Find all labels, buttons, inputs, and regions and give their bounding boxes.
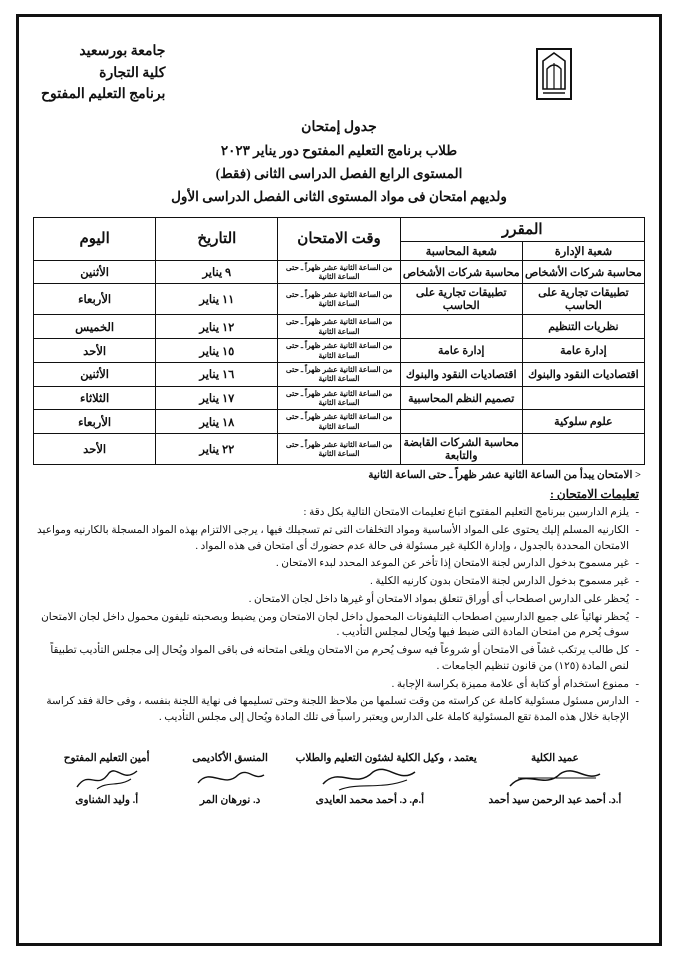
approval-label: يعتمد ، bbox=[447, 752, 477, 764]
instructions-title: تعليمات الامتحان : bbox=[549, 487, 639, 502]
instruction-item: - يلزم الدارسين ببرنامج التعليم المفتوح اتباع تعليمات الامتحان التالية بكل دقة : bbox=[33, 505, 639, 521]
cell-date: ١٥ يناير bbox=[156, 339, 278, 363]
cell-day: الأثنين bbox=[34, 260, 156, 284]
table-row bbox=[34, 434, 645, 465]
cell-accounting-course bbox=[400, 315, 522, 339]
document-header bbox=[33, 27, 645, 108]
institution-block bbox=[41, 41, 165, 106]
signature-name: أ.د. أحمد عبد الرحمن سيد أحمد bbox=[488, 794, 622, 806]
program-name: برنامج التعليم المفتوح bbox=[41, 87, 166, 103]
header-date: التاريخ bbox=[156, 217, 278, 260]
header-management-division: شعبة الإدارة bbox=[522, 241, 644, 260]
signature-name: أ. وليد الشناوى bbox=[75, 794, 139, 806]
cell-exam-time: من الساعة الثانية عشر ظهراً ـ حتى الساعة الثانية bbox=[278, 315, 400, 339]
table-head bbox=[34, 217, 645, 260]
header-exam-time: وقت الامتحان bbox=[278, 217, 400, 260]
cell-exam-time: من الساعة الثانية عشر ظهراً ـ حتى الساعة الثانية bbox=[278, 260, 400, 284]
table-row bbox=[34, 260, 645, 284]
signature-scrawl-icon bbox=[168, 764, 291, 794]
instruction-item: - ممنوع استخدام أو كتابة أى علامة مميزة بكراسة الإجابة . bbox=[33, 677, 639, 693]
table-row bbox=[34, 339, 645, 363]
cell-day: الأربعاء bbox=[34, 410, 156, 434]
cell-date: ١٧ يناير bbox=[156, 386, 278, 410]
instruction-item: - يُحظر نهائياً على جميع الدارسين اصطحاب التليفونات المحمول داخل لجان الامتحان ومن يضبط وبصحبته تليفون محمول داخل لجان الامتحان سوف يُحرم من امتحان المادة التى ضبط فيها ويُحال لمجلس التأديب . bbox=[33, 610, 639, 642]
cell-date: ١٢ يناير bbox=[156, 315, 278, 339]
table-body bbox=[34, 260, 645, 465]
university-crest-icon bbox=[531, 43, 577, 105]
signature-scrawl-icon bbox=[45, 764, 168, 794]
signature-dean bbox=[477, 752, 633, 806]
cell-management-course bbox=[522, 386, 644, 410]
cell-accounting-course: محاسبة الشركات القابضة والتابعة bbox=[400, 434, 522, 465]
cell-accounting-course: محاسبة شركات الأشخاص bbox=[400, 260, 522, 284]
signature-role: المنسق الأكاديمى bbox=[192, 752, 268, 764]
cell-accounting-course: اقتصاديات النقود والبنوك bbox=[400, 362, 522, 386]
cell-accounting-course: تصميم النظم المحاسبية bbox=[400, 386, 522, 410]
instruction-item: - يُحظر على الدارس اصطحاب أى أوراق تتعلق بمواد الامتحان أو غيرها داخل لجان الامتحان . bbox=[33, 592, 639, 608]
table-row bbox=[34, 386, 645, 410]
instruction-item: - الكارنيه المسلم إليك يحتوى على المواد الأساسية ومواد التخلفات التى تم تسجيلك فيها ، يرجى الالتزام بهذه المواد المسجلة بالكارنيه ومواعيد الامتحان المحددة بالجدول ، وإدارة الكلية غير مسئولة فى حالة عدم حضورك أى امتحان فى هذه المواد . bbox=[33, 523, 639, 555]
title-line-1: جدول إمتحان bbox=[301, 120, 377, 136]
cell-management-course: تطبيقات تجارية على الحاسب bbox=[522, 284, 644, 315]
cell-exam-time: من الساعة الثانية عشر ظهراً ـ حتى الساعة الثانية bbox=[278, 386, 400, 410]
title-line-2: طلاب برنامج التعليم المفتوح دور يناير ٢٠٢٣ bbox=[220, 142, 458, 158]
signature-role: وكيل الكلية لشئون التعليم والطلاب bbox=[295, 752, 445, 764]
signature-role: أمين التعليم المفتوح bbox=[63, 752, 150, 764]
signature-vice-dean bbox=[292, 752, 448, 806]
signature-name: د. نورهان المر bbox=[199, 794, 261, 806]
table-row bbox=[34, 362, 645, 386]
cell-day: الثلاثاء bbox=[34, 386, 156, 410]
cell-accounting-course bbox=[400, 410, 522, 434]
cell-accounting-course: إدارة عامة bbox=[400, 339, 522, 363]
header-accounting-division: شعبة المحاسبة bbox=[400, 241, 522, 260]
cell-management-course bbox=[522, 434, 644, 465]
instruction-item: - غير مسموح بدخول الدارس لجنة الامتحان إذا تأخر عن الموعد المحدد لبدء الامتحان . bbox=[33, 556, 639, 572]
signature-scrawl-icon bbox=[477, 764, 633, 794]
title-line-3: المستوى الرابع الفصل الدراسى الثانى (فقط) bbox=[215, 165, 463, 181]
cell-exam-time: من الساعة الثانية عشر ظهراً ـ حتى الساعة الثانية bbox=[278, 362, 400, 386]
cell-management-course: نظريات التنظيم bbox=[522, 315, 644, 339]
exam-schedule-sheet bbox=[16, 14, 662, 946]
cell-date: ١١ يناير bbox=[156, 284, 278, 315]
table-row bbox=[34, 410, 645, 434]
exam-schedule-table bbox=[33, 217, 645, 466]
document-title-block bbox=[33, 116, 645, 209]
cell-accounting-course: تطبيقات تجارية على الحاسب bbox=[400, 284, 522, 315]
cell-exam-time: من الساعة الثانية عشر ظهراً ـ حتى الساعة الثانية bbox=[278, 339, 400, 363]
cell-management-course: اقتصاديات النقود والبنوك bbox=[522, 362, 644, 386]
exam-time-note: < الامتحان يبدأ من الساعة الثانية عشر ظهراً ـ حتى الساعة الثانية bbox=[368, 470, 641, 482]
cell-day: الأحد bbox=[34, 434, 156, 465]
cell-date: ٢٢ يناير bbox=[156, 434, 278, 465]
cell-management-course: علوم سلوكية bbox=[522, 410, 644, 434]
signature-scrawl-icon bbox=[292, 764, 448, 794]
cell-day: الأربعاء bbox=[34, 284, 156, 315]
table-header-row-1 bbox=[34, 217, 645, 241]
instruction-item: - كل طالب يرتكب غشاً فى الامتحان أو شروعاً فيه سوف يُحرم من الامتحان ويلغى امتحانه فى باقى المواد ويُحال إلى مجلس التأديب تطبيقاً لنص المادة (١٢٥) من قانون تنظيم الجامعات . bbox=[33, 643, 639, 675]
university-name: جامعة بورسعيد bbox=[79, 44, 166, 59]
signature-row bbox=[33, 752, 645, 806]
cell-day: الأحد bbox=[34, 339, 156, 363]
cell-exam-time: من الساعة الثانية عشر ظهراً ـ حتى الساعة الثانية bbox=[278, 410, 400, 434]
instruction-item: - غير مسموح بدخول الدارس لجنة الامتحان بدون كارنيه الكلية . bbox=[33, 574, 639, 590]
title-line-4: ولديهم امتحان فى مواد المستوى الثانى الفصل الدراسى الأول bbox=[171, 188, 507, 204]
table-row bbox=[34, 284, 645, 315]
header-day: اليوم bbox=[34, 217, 156, 260]
faculty-name: كلية التجارة bbox=[99, 65, 166, 81]
signature-open-education-secretary bbox=[45, 752, 168, 806]
cell-date: ١٨ يناير bbox=[156, 410, 278, 434]
signature-academic-coordinator bbox=[168, 752, 291, 806]
cell-management-course: محاسبة شركات الأشخاص bbox=[522, 260, 644, 284]
instructions-list bbox=[33, 505, 639, 726]
header-course-group: المقرر bbox=[400, 217, 644, 241]
cell-date: ٩ يناير bbox=[156, 260, 278, 284]
signature-name: أ.م. د. أحمد محمد العايدى bbox=[315, 794, 425, 806]
cell-exam-time: من الساعة الثانية عشر ظهراً ـ حتى الساعة الثانية bbox=[278, 434, 400, 465]
cell-day: الأثنين bbox=[34, 362, 156, 386]
instruction-item: - الدارس مسئول مسئولية كاملة عن كراسته من وقت تسلمها من ملاحظ اللجنة وحتى تسليمها فى نهاية اللجنة بنفسه ، وفى حالة فقد كراسة الإجابة خلال هذه المدة تقع المسئولية كاملة على الدارس ويعتبر راسباً فى تلك المادة ويُحال إلى مجلس التأديب . bbox=[33, 694, 639, 726]
cell-management-course: إدارة عامة bbox=[522, 339, 644, 363]
cell-date: ١٦ يناير bbox=[156, 362, 278, 386]
table-row bbox=[34, 315, 645, 339]
signature-role: عميد الكلية bbox=[530, 752, 579, 764]
cell-exam-time: من الساعة الثانية عشر ظهراً ـ حتى الساعة الثانية bbox=[278, 284, 400, 315]
cell-day: الخميس bbox=[34, 315, 156, 339]
